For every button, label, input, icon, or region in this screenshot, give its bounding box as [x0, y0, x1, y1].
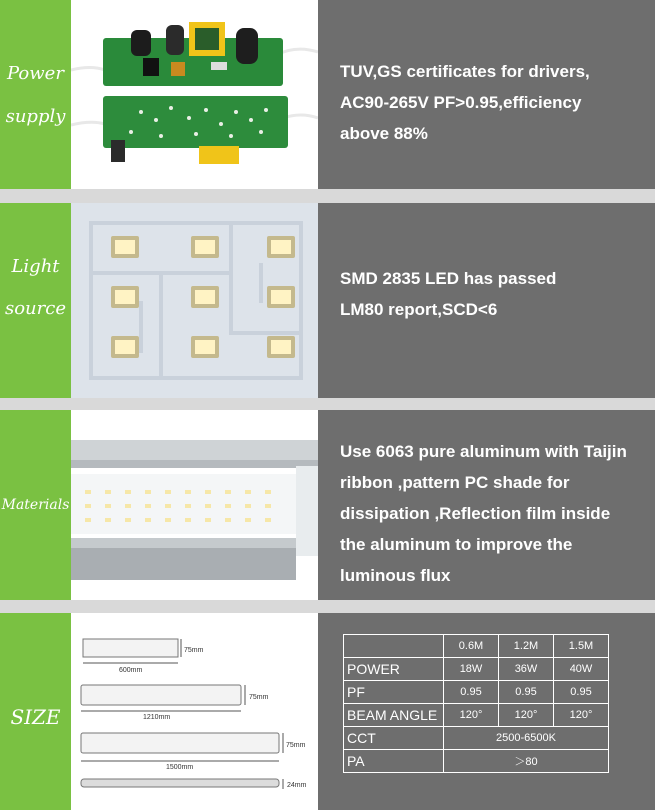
spec-value: 36W [499, 658, 554, 681]
materials-info-panel [318, 410, 655, 600]
dim-b-height: 75mm [249, 694, 269, 701]
spec-value: 18W [444, 658, 499, 681]
power-supply-label-bar [0, 0, 71, 189]
spec-header-1-2m: 1.2M [499, 635, 554, 658]
spec-value-cct: 2500-6500K [444, 727, 609, 750]
light-source-text-line-2: LM80 report,SCD<6 [340, 300, 498, 319]
spec-value: 120° [499, 704, 554, 727]
section-materials [0, 410, 655, 600]
spec-header-0-6m: 0.6M [444, 635, 499, 658]
materials-description [340, 436, 643, 591]
aluminum-fixture-illustration [71, 410, 318, 600]
materials-label: Materials [1, 497, 70, 513]
spec-label-pf: PF [344, 681, 444, 704]
spec-value: 0.95 [499, 681, 554, 704]
spec-row-cct [344, 727, 609, 750]
dim-c-width: 1500mm [166, 764, 194, 771]
size-dimension-drawing [71, 613, 318, 810]
light-source-label-bar [0, 203, 71, 398]
dim-b-width: 1210mm [143, 714, 171, 721]
spec-label-beam-angle: BEAM ANGLE [344, 704, 444, 727]
spec-label-cct: CCT [344, 727, 444, 750]
power-supply-text-line-1: TUV,GS certificates for drivers, [340, 62, 590, 81]
power-supply-text-line-2: AC90-265V PF>0.95,efficiency [340, 93, 582, 112]
size-label-bar [0, 613, 71, 810]
size-label: SIZE [10, 705, 61, 729]
materials-text-line-1: Use 6063 pure aluminum with Taijin [340, 442, 627, 461]
section-light-source [0, 203, 655, 398]
spec-value: 120° [554, 704, 609, 727]
dim-d-height: 24mm [287, 782, 307, 789]
spec-table-header-row [344, 635, 609, 658]
spec-value: 40W [554, 658, 609, 681]
dim-c-height: 75mm [286, 742, 306, 749]
led-board-illustration [71, 203, 318, 398]
light-source-led-photo [71, 203, 318, 398]
section-size [0, 613, 655, 810]
spec-row-pf [344, 681, 609, 704]
size-spec-panel [318, 613, 655, 810]
spec-label-pa: PA [344, 750, 444, 773]
spec-row-power [344, 658, 609, 681]
materials-text-line-3: dissipation ,Reflection film inside [340, 504, 611, 523]
power-supply-label-line-2: supply [5, 106, 66, 127]
light-source-text-line-1: SMD 2835 LED has passed [340, 269, 557, 288]
materials-text-line-2: ribbon ,pattern PC shade for [340, 473, 570, 492]
power-supply-label-line-1: Power [7, 63, 64, 84]
materials-label-bar [0, 410, 71, 600]
light-source-info-panel [318, 203, 655, 398]
spec-value: 0.95 [444, 681, 499, 704]
spec-table [343, 634, 609, 773]
spec-row-beam-angle [344, 704, 609, 727]
materials-text-line-4: the aluminum to improve the [340, 535, 573, 554]
spec-header-empty [344, 635, 444, 658]
materials-text-line-5: luminous flux [340, 566, 451, 585]
power-supply-description [340, 56, 643, 149]
spec-value-pa: ＞80 [444, 750, 609, 773]
materials-fixture-photo [71, 410, 318, 600]
spec-row-pa [344, 750, 609, 773]
power-supply-driver-photo [71, 0, 318, 189]
dimension-drawing [71, 613, 318, 810]
power-supply-info-panel [318, 0, 655, 189]
light-source-label-line-2: source [4, 298, 66, 319]
spec-value: 120° [444, 704, 499, 727]
driver-board-illustration [71, 0, 318, 189]
power-supply-text-line-3: above 88% [340, 124, 428, 143]
light-source-label-line-1: Light [11, 256, 60, 277]
dim-a-width: 600mm [119, 667, 143, 674]
spec-value: 0.95 [554, 681, 609, 704]
section-power-supply [0, 0, 655, 189]
dim-a-height: 75mm [184, 647, 204, 654]
light-source-description [340, 263, 643, 325]
spec-header-1-5m: 1.5M [554, 635, 609, 658]
spec-label-power: POWER [344, 658, 444, 681]
